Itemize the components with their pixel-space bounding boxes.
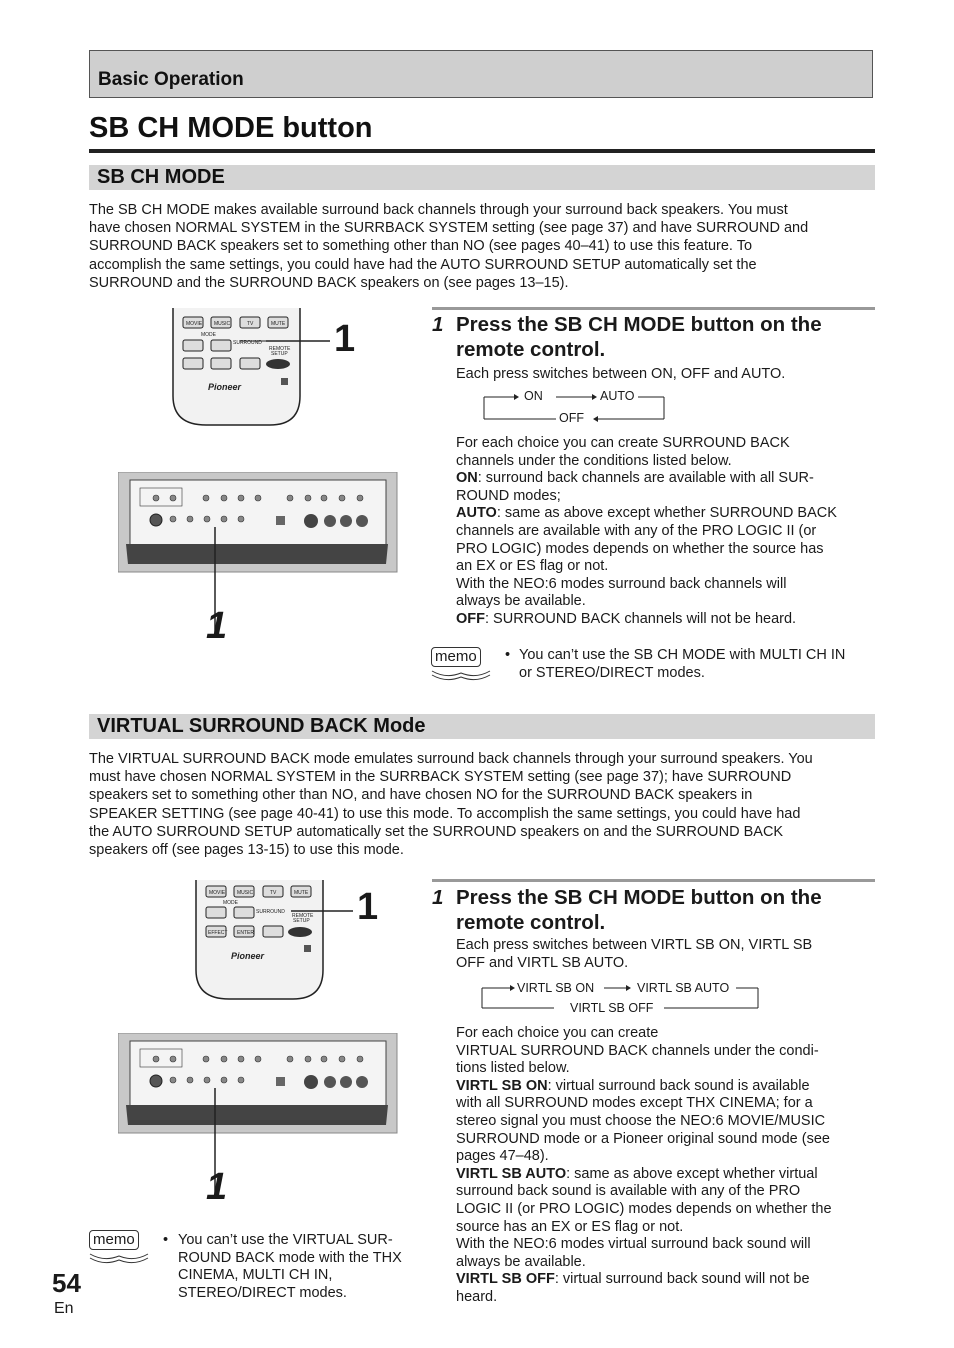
each-press-text: Each press switches between ON, OFF and AUTO. <box>456 366 786 382</box>
each-press-line: Each press switches between VIRTL SB ON, VIRTL SB <box>456 937 813 953</box>
desc-text: : virtual surround back sound is available <box>547 1077 810 1094</box>
intro-line: accomplish the same settings, you could have had the AUTO SURROUND SETUP automatically set the <box>89 256 757 273</box>
mode-label: MODE <box>223 900 238 906</box>
mode-label: MODE <box>201 332 216 338</box>
pioneer-brand: Pioneer <box>208 382 242 392</box>
intro-line: speakers set to something other than NO, and have chosen NO for the SURROUND BACK speakers in <box>89 787 753 804</box>
memo-line: STEREO/DIRECT modes. <box>178 1284 347 1301</box>
section-bar-sb-ch-mode <box>89 165 875 190</box>
setup-label: SETUP <box>271 351 288 357</box>
btn-tv-label: TV <box>270 890 277 896</box>
virtual-intro-paragraph <box>89 750 875 859</box>
intro-line: SURROUND BACK speakers set to something other than NO (see pages 40–41) to use this feature. To <box>89 238 753 255</box>
page-title: SB CH MODE button <box>89 112 373 144</box>
surround-label: SURROUND <box>256 909 285 915</box>
cycle-option-off: OFF <box>559 411 584 425</box>
memo-line: You can’t use the VIRTUAL SUR- <box>178 1232 393 1248</box>
desc-line: VIRTUAL SURROUND BACK channels under the condi- <box>456 1042 819 1059</box>
desc-text: : virtual surround back sound will not be <box>554 1271 810 1288</box>
desc-text: : same as above except whether virtual <box>566 1165 818 1182</box>
term-virtl-sb-on: VIRTL SB ON <box>456 1077 548 1094</box>
desc-line-auto <box>456 1166 876 1184</box>
memo-icon <box>431 647 491 681</box>
btn-enter-label: ENTER <box>237 930 254 936</box>
memo-label: memo <box>89 1230 139 1250</box>
page-number: 54 <box>52 1268 81 1298</box>
remote-control-illustration <box>193 880 383 1002</box>
memo-label: memo <box>431 647 481 667</box>
memo-line: You can’t use the SB CH MODE with MULTI CH IN <box>519 647 846 663</box>
language-code: En <box>54 1300 74 1317</box>
desc-text: : same as above except whether SURROUND BACK <box>496 505 837 522</box>
memo-book-icon <box>89 1252 149 1264</box>
desc-line: heard. <box>456 1288 498 1305</box>
memo-line: ROUND BACK mode with the THX <box>178 1249 402 1266</box>
section-heading: SB CH MODE <box>97 166 225 188</box>
desc-line: an EX or ES flag or not. <box>456 558 609 575</box>
desc-line: For each choice you can create SURROUND BACK <box>456 435 790 451</box>
pioneer-brand: Pioneer <box>231 951 265 961</box>
callout-number-remote: 1 <box>334 318 356 360</box>
cycle-option-virtl-sb-off: VIRTL SB OFF <box>570 1001 654 1015</box>
desc-line-off <box>456 1271 876 1289</box>
section-header-box <box>89 50 873 98</box>
step-heading <box>432 312 876 362</box>
step-title-line: remote control. <box>456 911 606 934</box>
desc-line: channels are available with any of the PRO LOGIC II (or <box>456 522 817 539</box>
desc-line: with all SURROUND modes except THX CINEMA; for a <box>456 1095 813 1112</box>
btn-music-label: MUSIC <box>214 321 231 327</box>
desc-line: With the NEO:6 modes virtual surround back sound will <box>456 1236 811 1253</box>
front-panel-illustration <box>118 1033 398 1213</box>
btn-mute-label: MUTE <box>294 890 309 896</box>
step-title-line: remote control. <box>456 338 606 361</box>
callout-number-remote: 1 <box>357 886 379 928</box>
remote-label: REMOTE <box>269 346 291 352</box>
step-rule <box>432 879 875 882</box>
surround-label: SURROUND <box>233 340 262 346</box>
callout-number-panel: 1 <box>206 605 228 647</box>
desc-line: always be available. <box>456 593 586 610</box>
desc-line: surround back sound is available with any of the PRO <box>456 1183 801 1200</box>
step-number: 1 <box>432 313 444 336</box>
btn-effect-label: EFFECT <box>208 930 228 936</box>
callout-number-panel: 1 <box>206 1166 228 1208</box>
memo-bullet: • <box>163 1232 169 1248</box>
term-off: OFF <box>456 610 485 627</box>
section-heading: VIRTUAL SURROUND BACK Mode <box>97 715 426 737</box>
desc-line-auto <box>456 505 876 523</box>
btn-movie-label: MOVIE <box>186 321 203 327</box>
memo-book-icon <box>431 669 491 681</box>
cycle-option-virtl-sb-on: VIRTL SB ON <box>517 981 595 995</box>
memo-bullet: • <box>505 647 511 663</box>
intro-line: SURROUND and the SURROUND BACK speakers on (see pages 13–15). <box>89 274 569 291</box>
step-title-line: Press the SB CH MODE button on the <box>456 313 822 336</box>
intro-line: The SB CH MODE makes available surround back channels through your surround back speakers. You must <box>89 202 788 218</box>
memo-note <box>519 647 879 682</box>
intro-line: The VIRTUAL SURROUND BACK mode emulates surround back channels through your surround speakers. You <box>89 751 813 767</box>
desc-line: channels under the conditions listed below. <box>456 452 732 469</box>
sb-intro-paragraph <box>89 201 875 292</box>
section-header-title: Basic Operation <box>98 69 244 90</box>
btn-tv-label: TV <box>247 321 254 327</box>
title-rule <box>89 149 875 153</box>
desc-line: tions listed below. <box>456 1060 570 1077</box>
desc-text: : surround back channels are available with all SUR- <box>477 470 814 487</box>
desc-text: : SURROUND BACK channels will not be heard. <box>485 610 797 627</box>
desc-line: source has an EX or ES flag or not. <box>456 1218 684 1235</box>
remote-control-illustration <box>170 308 360 428</box>
desc-line: LOGIC II (or PRO LOGIC) modes depends on whether the <box>456 1200 832 1217</box>
each-press-text <box>456 937 876 972</box>
desc-line: SURROUND mode or a Pioneer original sound mode (see <box>456 1130 830 1147</box>
btn-movie-label: MOVIE <box>209 890 226 896</box>
section-bar-virtual <box>89 714 875 739</box>
intro-line: must have chosen NORMAL SYSTEM in the SURRBACK SYSTEM setting (see page 37); have SURROUND <box>89 769 792 786</box>
virtual-description <box>456 1025 876 1307</box>
term-auto: AUTO <box>456 505 497 522</box>
step-title-line: Press the SB CH MODE button on the <box>456 886 822 909</box>
intro-line: have chosen NORMAL SYSTEM in the SURRBACK SYSTEM setting (see page 37) and have SURROUND and <box>89 220 809 237</box>
desc-line: PRO LOGIC) modes depends on whether the source has <box>456 540 824 557</box>
btn-mute-label: MUTE <box>271 321 286 327</box>
each-press-line: OFF and VIRTL SB AUTO. <box>456 954 629 971</box>
term-virtl-sb-off: VIRTL SB OFF <box>456 1271 555 1288</box>
memo-line: CINEMA, MULTI CH IN, <box>178 1267 333 1284</box>
intro-line: speakers off (see pages 13-15) to use this mode. <box>89 842 404 859</box>
step-number: 1 <box>432 886 444 909</box>
desc-line: ROUND modes; <box>456 487 561 504</box>
term-virtl-sb-auto: VIRTL SB AUTO <box>456 1165 567 1182</box>
btn-music-label: MUSIC <box>237 890 254 896</box>
desc-line: With the NEO:6 modes surround back channels will <box>456 575 787 592</box>
memo-line: or STEREO/DIRECT modes. <box>519 664 705 681</box>
intro-line: the AUTO SURROUND SETUP automatically set the SURROUND speakers on and the SURROUND BACK <box>89 823 784 840</box>
cycle-option-on: ON <box>524 389 543 403</box>
memo-icon <box>89 1230 149 1264</box>
sb-description <box>456 435 876 629</box>
desc-line: stereo signal you must choose the NEO:6 MOVIE/MUSIC <box>456 1112 826 1129</box>
desc-line-on <box>456 1078 876 1096</box>
cycle-option-virtl-sb-auto: VIRTL SB AUTO <box>637 981 730 995</box>
remote-label: REMOTE <box>292 913 314 919</box>
desc-line: always be available. <box>456 1253 586 1270</box>
memo-note <box>178 1232 438 1302</box>
term-on: ON <box>456 470 478 487</box>
intro-line: SPEAKER SETTING (see page 40-41) to use this mode. To accomplish the same settings, you could have had <box>89 805 801 822</box>
desc-line: pages 47–48). <box>456 1148 549 1165</box>
setup-label: SETUP <box>293 918 310 924</box>
desc-line-off <box>456 611 876 629</box>
desc-line-on <box>456 470 876 488</box>
step-heading <box>432 885 876 935</box>
step-rule <box>432 307 875 310</box>
cycle-option-auto: AUTO <box>600 389 635 403</box>
desc-line: For each choice you can create <box>456 1025 659 1041</box>
front-panel-illustration <box>118 472 398 652</box>
